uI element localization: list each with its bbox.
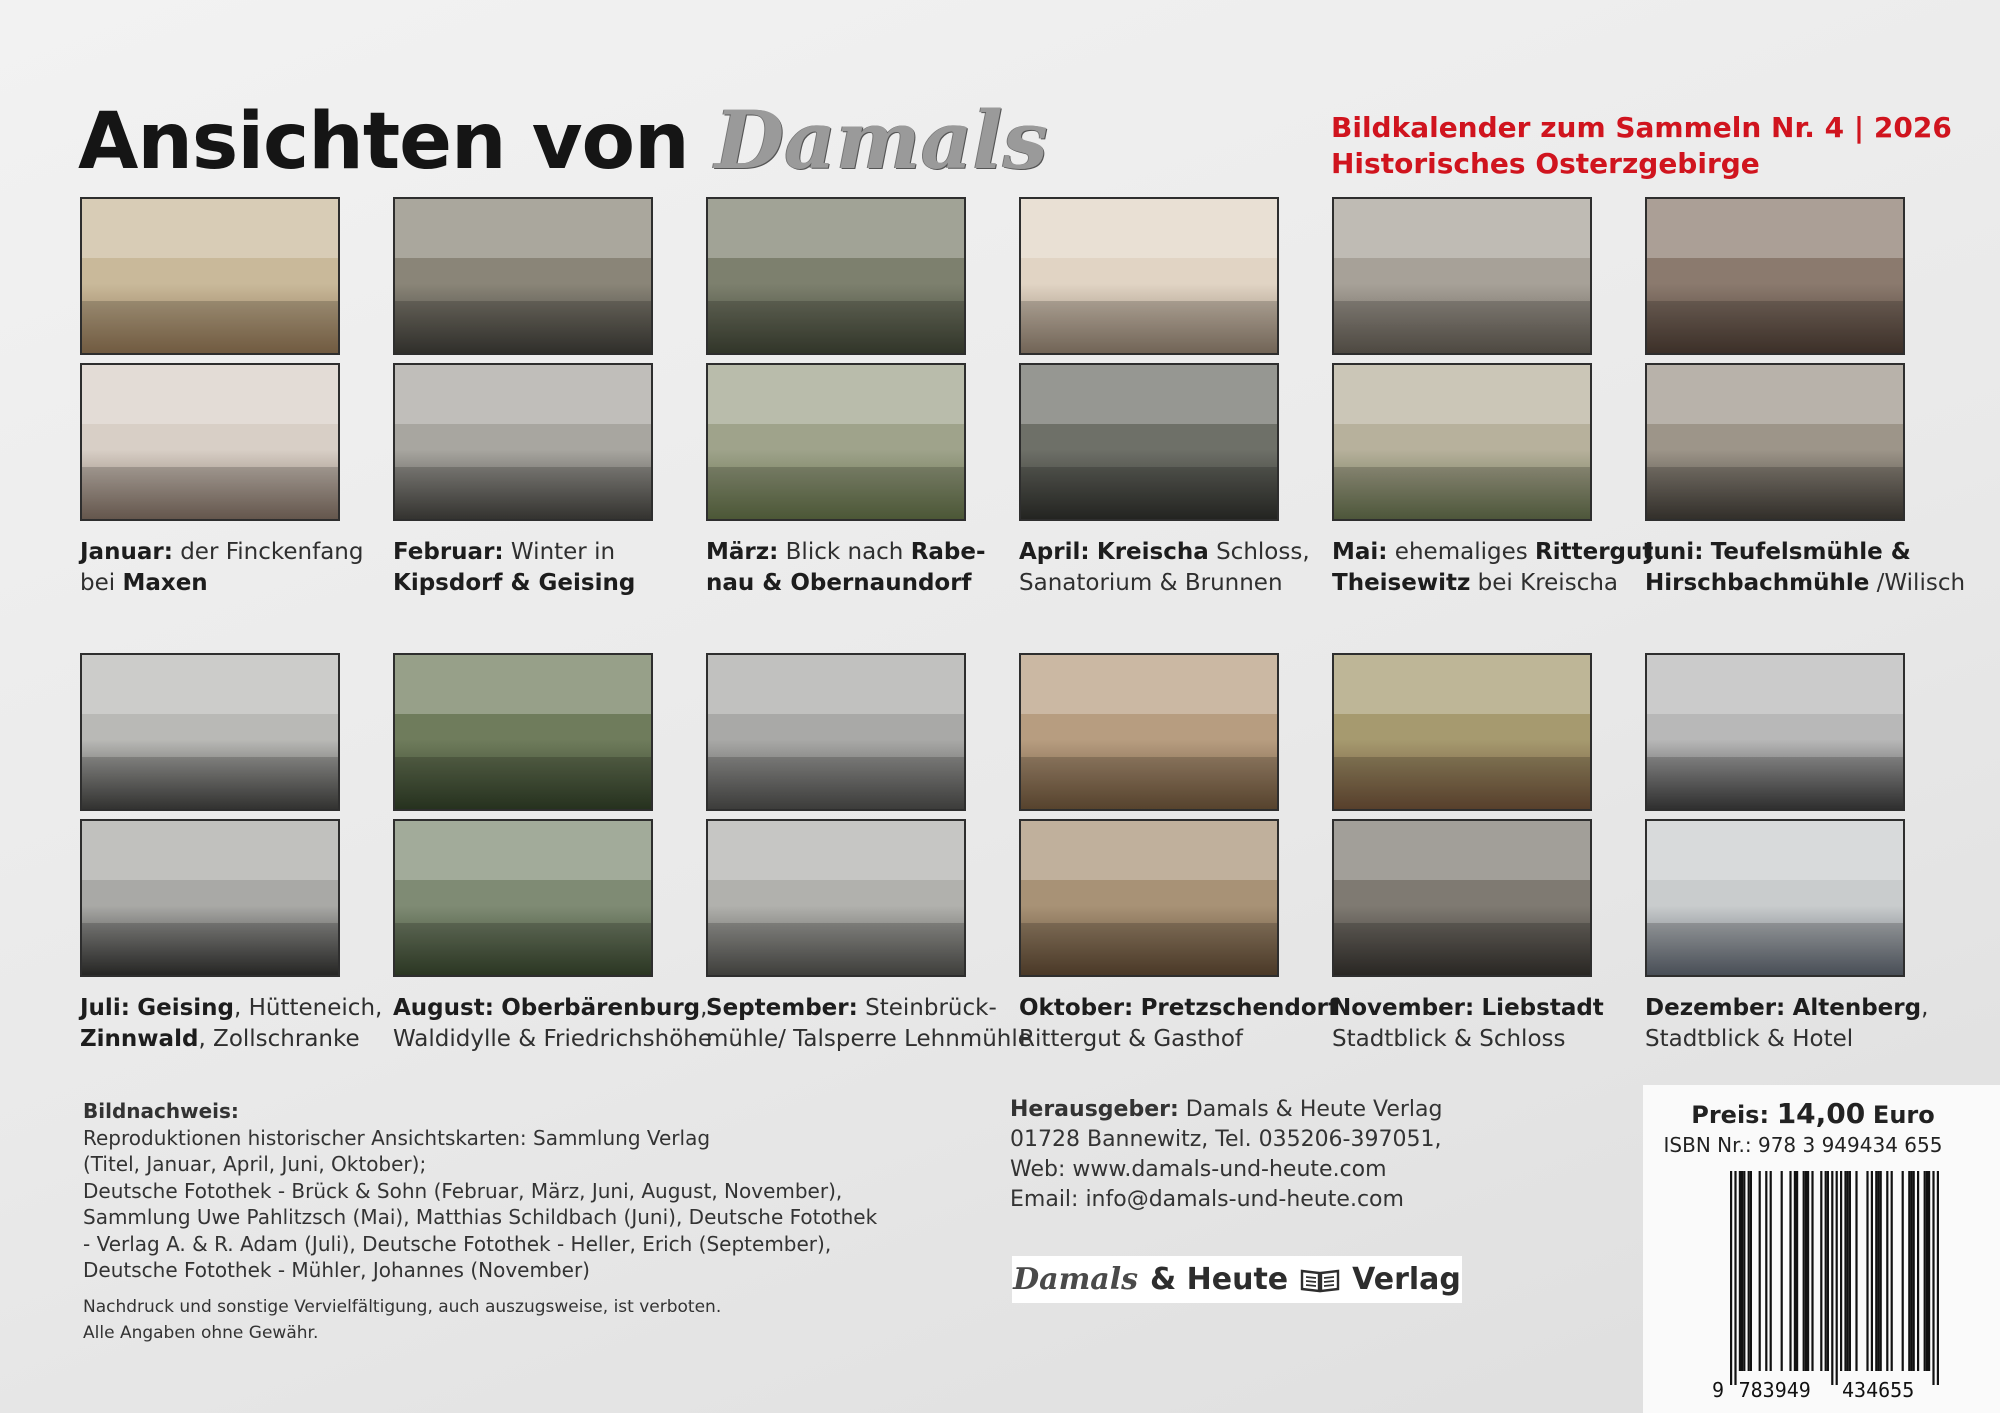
barcode-bar — [1781, 1171, 1783, 1371]
caption-text: , — [1921, 995, 1929, 1021]
caption-bold-text: Januar: — [80, 539, 173, 565]
credits-line: Deutsche Fotothek - Mühler, Johannes (November) — [83, 1258, 590, 1282]
credits-line: Sammlung Uwe Pahlitzsch (Mai), Matthias Schildbach (Juni), Deutsche Fotothek — [83, 1205, 878, 1229]
caption-text — [1090, 539, 1097, 565]
month-caption — [393, 537, 703, 599]
month-photo — [1645, 819, 1905, 977]
barcode-bar — [1877, 1171, 1879, 1371]
barcode-digits-left: 783949 — [1738, 1378, 1811, 1402]
caption-text — [1703, 539, 1710, 565]
caption-bold-text: April: — [1019, 539, 1090, 565]
publisher-logo — [1012, 1256, 1462, 1303]
month-photo — [80, 363, 340, 521]
barcode-bar — [1734, 1171, 1736, 1385]
month-caption — [80, 537, 390, 599]
barcode-bar — [1847, 1171, 1849, 1371]
notice-line: Alle Angaben ohne Gewähr. — [83, 1322, 319, 1343]
calendar-subtitle — [1331, 110, 1952, 182]
month-caption — [1332, 993, 1642, 1055]
title-brand-logo: Damals — [714, 93, 1048, 187]
caption-bold-text: Februar: — [393, 539, 504, 565]
isbn-barcode — [1708, 1165, 1973, 1413]
price-value: 14,00 — [1776, 1097, 1866, 1130]
caption-text: mühle/ Talsperre Lehnmühle — [706, 1026, 1032, 1052]
caption-bold-text: Dezember: — [1645, 995, 1786, 1021]
caption-bold-text: Kipsdorf & Geising — [393, 570, 636, 596]
month-caption — [1645, 537, 1966, 599]
barcode-bar — [1825, 1171, 1827, 1371]
caption-bold-text: Rittergut — [1535, 539, 1654, 565]
publisher-label: Herausgeber: — [1010, 1097, 1179, 1122]
month-photo — [80, 819, 340, 977]
title-prefix: Ansichten von — [78, 97, 689, 187]
barcode-bar — [1794, 1171, 1796, 1371]
month-photo — [706, 819, 966, 977]
caption-text: Blick nach — [778, 539, 911, 565]
caption-bold-text: August: — [393, 995, 494, 1021]
caption-text: Winter in — [503, 539, 616, 565]
barcode-bar — [1836, 1171, 1838, 1385]
copyright-notice — [83, 1294, 877, 1346]
caption-bold-text: Altenberg — [1792, 995, 1922, 1021]
barcode-bar — [1743, 1171, 1745, 1371]
caption-bold-text: Maxen — [122, 570, 208, 596]
barcode-bar — [1840, 1171, 1842, 1371]
isbn-number: ISBN Nr.: 978 3 949434 655 — [1663, 1133, 1943, 1157]
credits-line: - Verlag A. & R. Adam (Juli), Deutsche Fotothek - Heller, Erich (September), — [83, 1231, 832, 1256]
price-label: Preis: — [1691, 1101, 1770, 1129]
month-caption — [1019, 993, 1339, 1055]
caption-bold-text: Juli: — [80, 995, 130, 1021]
month-photo — [1332, 653, 1592, 811]
barcode-bar — [1730, 1171, 1732, 1385]
image-credits — [83, 1098, 877, 1346]
publisher-name: Damals & Heute Verlag — [1178, 1097, 1443, 1122]
credits-line: (Titel, Januar, April, Juni, Oktober); — [83, 1152, 427, 1176]
barcode-bar — [1820, 1171, 1822, 1371]
barcode-bar — [1741, 1171, 1743, 1371]
caption-bold-text: September: — [706, 995, 858, 1021]
price-box — [1643, 1085, 2000, 1413]
month-photo — [1332, 819, 1592, 977]
month-photo — [1019, 819, 1279, 977]
month-photo — [1332, 363, 1592, 521]
price — [1643, 1097, 1983, 1130]
caption-text: Waldidylle & Friedrichshöhe — [393, 1026, 713, 1052]
month-photo — [1645, 197, 1905, 355]
caption-bold-text: Geising — [137, 995, 234, 1021]
publisher-web: Web: www.damals-und-heute.com — [1010, 1157, 1387, 1182]
caption-bold-text: Juni: — [1645, 539, 1704, 565]
caption-text: Steinbrück- — [857, 995, 997, 1021]
caption-text — [1474, 995, 1481, 1021]
caption-text: Rittergut & Gasthof — [1019, 1026, 1244, 1052]
barcode-bar — [1849, 1171, 1851, 1371]
barcode-bar — [1891, 1171, 1893, 1371]
month-caption — [1332, 537, 1654, 599]
barcode-bar — [1789, 1171, 1791, 1371]
caption-text: , — [700, 995, 708, 1021]
month-photo — [706, 197, 966, 355]
barcode-bar — [1932, 1171, 1934, 1385]
month-photo — [393, 197, 653, 355]
barcode-bar — [1908, 1171, 1910, 1371]
month-photo — [1019, 197, 1279, 355]
caption-bold-text: Mai: — [1332, 539, 1388, 565]
caption-text: Stadtblick & Hotel — [1645, 1026, 1854, 1052]
caption-bold-text: Teufelsmühle & — [1710, 539, 1911, 565]
barcode-bar — [1902, 1171, 1904, 1371]
barcode-bar — [1875, 1171, 1877, 1371]
publisher-name-line — [1010, 1095, 1442, 1125]
caption-text: der Finckenfang — [172, 539, 364, 565]
month-photo — [393, 819, 653, 977]
barcode-bar — [1807, 1171, 1809, 1371]
barcode-bar — [1739, 1171, 1741, 1371]
subtitle-region: Historisches Osterzgebirge — [1331, 147, 1760, 180]
barcode-bar — [1831, 1171, 1833, 1385]
month-photo — [80, 197, 340, 355]
month-caption — [393, 993, 713, 1055]
logo-heute: & Heute — [1150, 1262, 1289, 1297]
barcode-digit-first: 9 — [1712, 1378, 1725, 1402]
caption-bold-text: Liebstadt — [1481, 995, 1604, 1021]
caption-text — [1133, 995, 1140, 1021]
calendar-title — [78, 93, 1048, 187]
barcode-bar — [1770, 1171, 1772, 1371]
month-photo — [1645, 363, 1905, 521]
caption-text: , Zollschranke — [198, 1026, 360, 1052]
month-photo — [1019, 363, 1279, 521]
month-photo — [393, 653, 653, 811]
book-icon — [1300, 1267, 1340, 1293]
caption-bold-text: März: — [706, 539, 779, 565]
caption-text: Stadtblick & Schloss — [1332, 1026, 1566, 1052]
month-caption — [1019, 537, 1329, 599]
barcode-bar — [1811, 1171, 1813, 1371]
caption-bold-text: Zinnwald — [80, 1026, 199, 1052]
barcode-bar — [1803, 1171, 1805, 1371]
month-photo — [706, 363, 966, 521]
caption-text: Sanatorium & Brunnen — [1019, 570, 1283, 596]
credits-heading: Bildnachweis: — [83, 1099, 239, 1123]
barcode-bar — [1924, 1171, 1926, 1371]
month-photo — [1332, 197, 1592, 355]
publisher-address: 01728 Bannewitz, Tel. 035206-397051, — [1010, 1127, 1442, 1152]
month-photo — [393, 363, 653, 521]
barcode-bar — [1796, 1171, 1798, 1371]
barcode-bar — [1917, 1171, 1919, 1371]
barcode-bar — [1910, 1171, 1912, 1371]
logo-verlag: Verlag — [1352, 1262, 1461, 1297]
month-photo — [80, 653, 340, 811]
logo-damals: Damals — [1013, 1262, 1139, 1297]
notice-line: Nachdruck und sonstige Vervielfältigung, auch auszugsweise, ist verboten. — [83, 1296, 722, 1317]
month-caption — [1645, 993, 1955, 1055]
barcode-bar — [1759, 1171, 1761, 1371]
caption-text: /Wilisch — [1869, 570, 1966, 596]
caption-text: Schloss, — [1208, 539, 1310, 565]
barcode-bar — [1844, 1171, 1846, 1371]
barcode-bar — [1913, 1171, 1915, 1371]
caption-text: bei — [80, 570, 123, 596]
caption-bold-text: Kreischa — [1096, 539, 1209, 565]
caption-text: ehemaliges — [1387, 539, 1536, 565]
barcode-bar — [1805, 1171, 1807, 1371]
barcode-bar — [1928, 1171, 1930, 1371]
barcode-bar — [1855, 1171, 1857, 1371]
barcode-bar — [1886, 1171, 1888, 1371]
barcode-bar — [1748, 1171, 1750, 1371]
credits-line: Deutsche Fotothek - Brück & Sohn (Februar, März, Juni, August, November), — [83, 1178, 843, 1203]
barcode-bar — [1827, 1171, 1829, 1371]
barcode-bar — [1937, 1171, 1939, 1385]
caption-bold-text: Oktober: — [1019, 995, 1134, 1021]
credits-line: Reproduktionen historischer Ansichtskarten: Sammlung Verlag — [83, 1125, 711, 1150]
caption-bold-text: November: — [1332, 995, 1475, 1021]
caption-bold-text: Hirschbachmühle — [1645, 570, 1870, 596]
publisher-email: Email: info@damals-und-heute.com — [1010, 1187, 1404, 1212]
barcode-digits-right: 434655 — [1842, 1378, 1915, 1402]
month-caption — [706, 537, 1016, 599]
month-caption — [706, 993, 1032, 1055]
caption-bold-text: Theisewitz — [1332, 570, 1471, 596]
month-photo — [706, 653, 966, 811]
barcode-bar — [1750, 1171, 1752, 1371]
barcode-bar — [1880, 1171, 1882, 1371]
caption-text: bei Kreischa — [1470, 570, 1618, 596]
price-currency: Euro — [1872, 1101, 1935, 1129]
barcode-bar — [1871, 1171, 1873, 1371]
month-photo — [1645, 653, 1905, 811]
caption-bold-text: Oberbärenburg — [501, 995, 701, 1021]
caption-bold-text: Rabe- — [910, 539, 986, 565]
publisher-info — [1010, 1095, 1442, 1215]
barcode-bar — [1866, 1171, 1868, 1371]
month-caption — [80, 993, 390, 1055]
caption-text: , Hütteneich, — [234, 995, 383, 1021]
caption-bold-text: nau & Obernaundorf — [706, 570, 972, 596]
subtitle-series: Bildkalender zum Sammeln Nr. 4 | 2026 — [1331, 111, 1952, 144]
barcode-bar — [1926, 1171, 1928, 1371]
barcode-bar — [1765, 1171, 1767, 1371]
caption-bold-text: Pretzschendorf — [1140, 995, 1339, 1021]
caption-text — [1785, 995, 1792, 1021]
month-photo — [1019, 653, 1279, 811]
